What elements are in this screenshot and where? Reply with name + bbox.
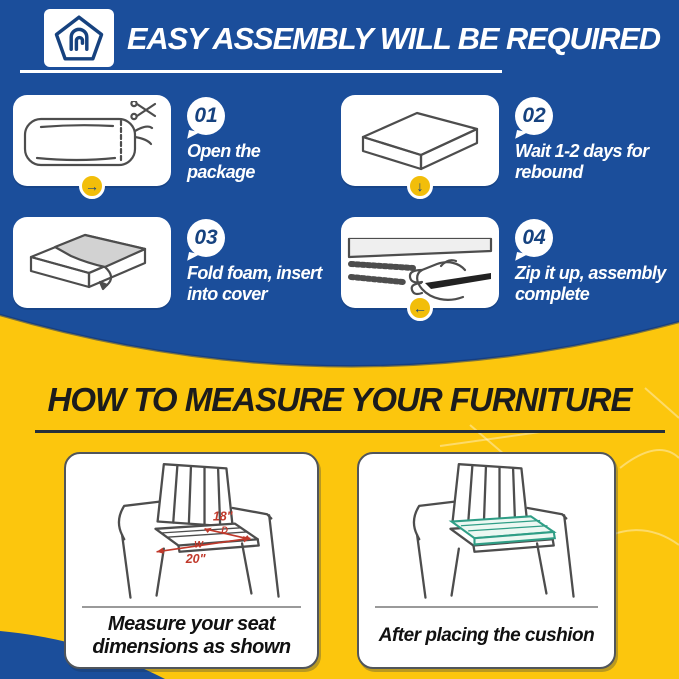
- width-letter-label: W: [193, 539, 203, 550]
- zipper-teeth: [351, 264, 413, 268]
- step-number-badge: [515, 97, 553, 135]
- step-number: 03: [194, 226, 218, 249]
- step3-illustration-box: [13, 217, 171, 308]
- page-title: EASY ASSEMBLY WILL BE REQUIRED: [127, 21, 661, 56]
- arrow-right-icon: [79, 173, 105, 199]
- card-caption: [359, 624, 614, 647]
- measure-section-title: HOW TO MEASURE YOUR FURNITURE: [47, 381, 632, 418]
- scissors-icon: [131, 101, 155, 119]
- chair-with-cushion-illustration: [382, 460, 592, 606]
- caption-line: Open the: [187, 141, 261, 161]
- arrow-glyph: →: [85, 178, 99, 194]
- cover-fabric: [55, 235, 145, 267]
- caption-line: After placing the cushion: [378, 625, 595, 646]
- step-caption: [187, 141, 260, 183]
- step-number: 04: [522, 226, 546, 249]
- width-value-label: 20": [185, 552, 206, 567]
- step-number-badge: [515, 219, 553, 257]
- pentagon-home-logo: [53, 13, 105, 63]
- caption-line: Zip it up, assembly: [515, 263, 666, 283]
- arrow-left-icon: [407, 295, 433, 321]
- caption-line: Fold foam, insert: [187, 263, 322, 283]
- card-caption: [66, 613, 317, 659]
- step-caption: [515, 263, 666, 305]
- measure-card-dimensions: [64, 452, 319, 669]
- card-divider: [82, 606, 301, 608]
- step-caption: [515, 141, 649, 183]
- step-number-badge: [187, 97, 225, 135]
- caption-line: package: [187, 162, 255, 182]
- caption-line: rebound: [515, 162, 583, 182]
- step-number: 01: [194, 104, 218, 127]
- arrow-glyph: ↓: [416, 178, 424, 194]
- step-number: 02: [522, 104, 546, 127]
- step-caption: [187, 263, 322, 305]
- arrow-glyph: ←: [413, 300, 427, 316]
- cut-open-package-illustration: [17, 101, 167, 181]
- measure-divider: [35, 430, 665, 433]
- caption-line: Wait 1-2 days for: [515, 141, 649, 161]
- card-divider: [375, 606, 598, 608]
- fold-foam-illustration: [17, 223, 167, 303]
- chair-with-dimensions-illustration: [87, 460, 297, 606]
- caption-line: into cover: [187, 284, 268, 304]
- brand-logo: [44, 9, 114, 67]
- zipper-teeth: [351, 277, 403, 282]
- measure-card-cushion: [357, 452, 616, 669]
- step-number-badge: [187, 219, 225, 257]
- caption-line: dimensions as shown: [92, 636, 291, 658]
- depth-value-label: 18": [212, 509, 233, 524]
- arrow-down-icon: [407, 173, 433, 199]
- caption-line: Measure your seat: [107, 613, 276, 635]
- foam-slab-illustration: [345, 101, 495, 181]
- depth-letter-label: D: [220, 525, 228, 535]
- zip-up-illustration: [345, 223, 495, 303]
- header-divider: [20, 70, 502, 73]
- caption-line: complete: [515, 284, 590, 304]
